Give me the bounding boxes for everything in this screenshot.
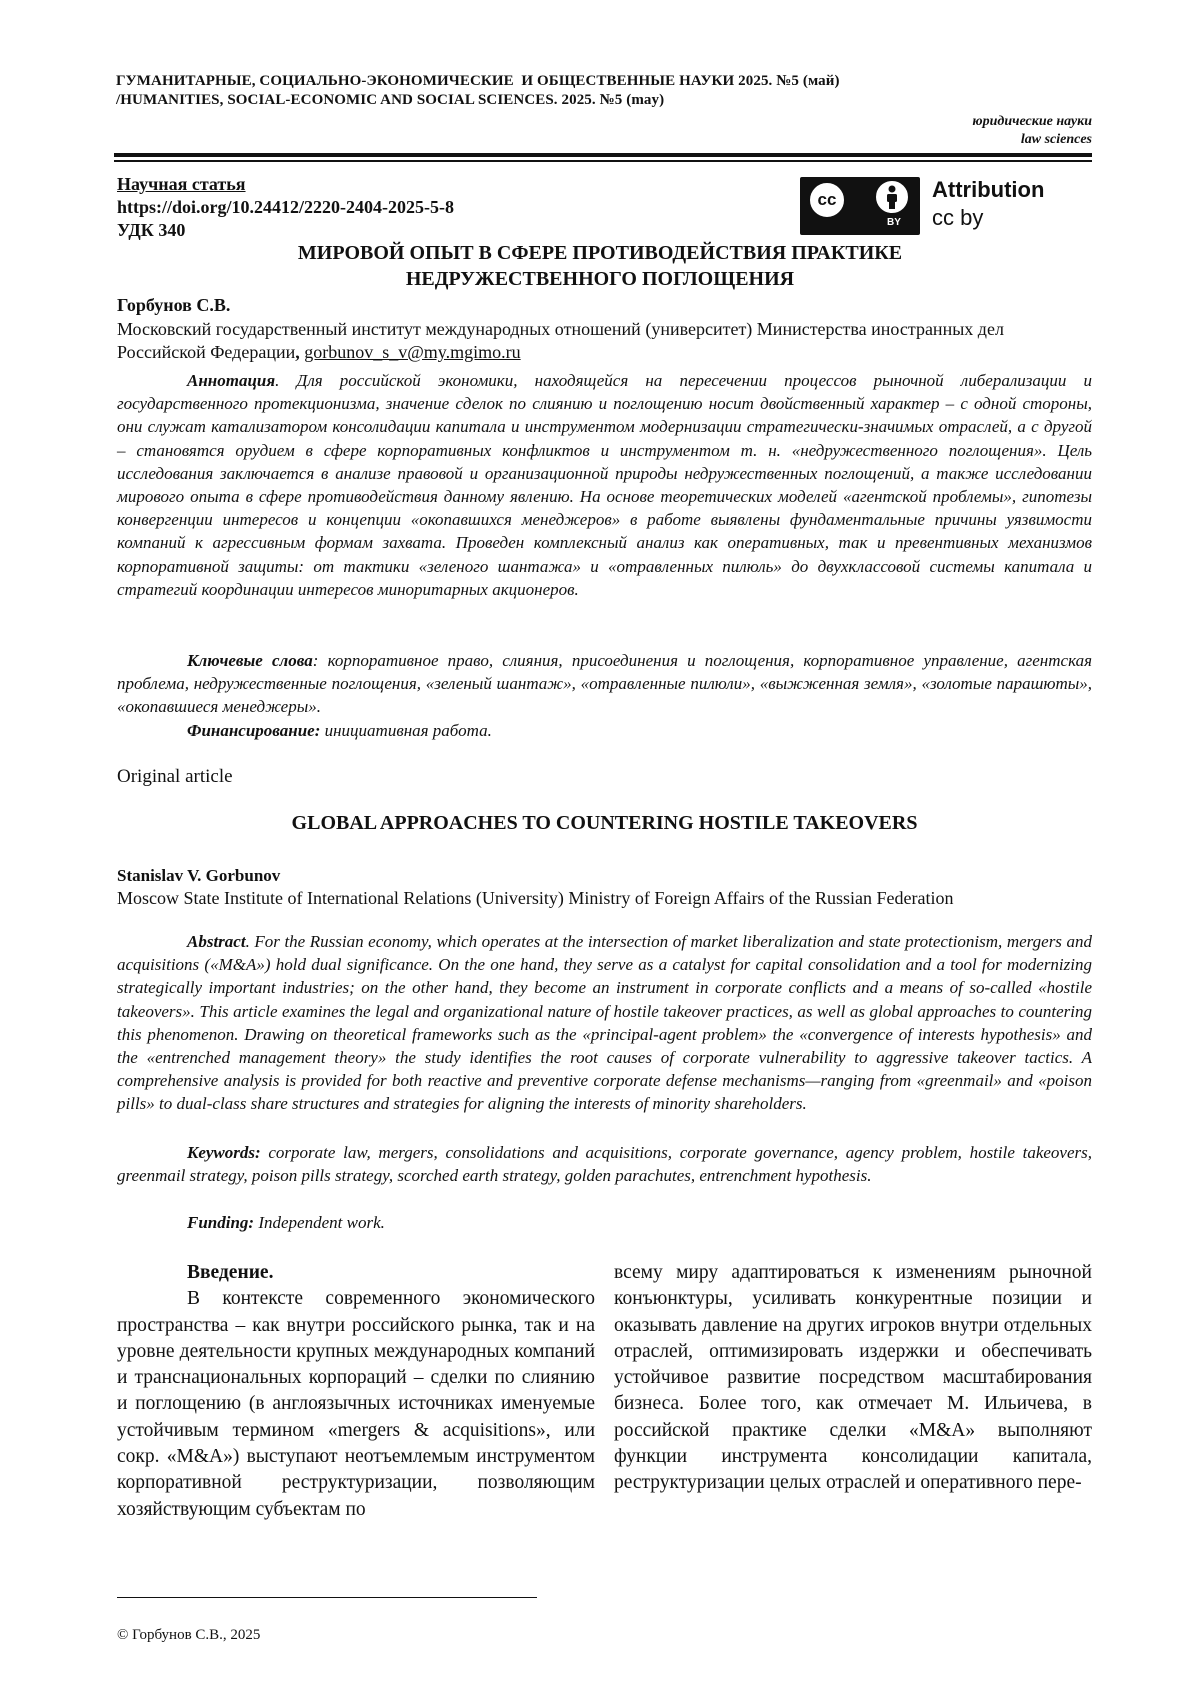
udk-code: УДК 340 [117, 220, 186, 240]
article-type-en: Original article [117, 766, 233, 787]
footnote-rule [117, 1597, 537, 1598]
keywords-en-text: corporate law, mergers, consolidations and acquisitions, corporate governance, agency problem, hostile takeovers, greenmail strategy, poison pills strategy, scorched earth strategy, golden parachutes, entrenchment hypothesis. [117, 1143, 1092, 1186]
header-rule-thin [114, 160, 1092, 162]
header-rule-thick [114, 153, 1092, 157]
by-label: BY [876, 216, 912, 230]
author-en: Stanislav V. Gorbunov [117, 866, 281, 885]
license-subtitle: cc by [932, 205, 984, 230]
keywords-ru-label: Ключевые слова [187, 651, 313, 670]
keywords-ru-text: : корпоративное право, слияния, присоединения и поглощения, корпоративное управление, агентская проблема, недружественные поглощения, «зеленый шантаж», «отравленные пилюли», «выжженная земля», «золотые парашюты», «окопавшиеся менеджеры». [117, 651, 1092, 717]
license-title: Attribution [932, 177, 1045, 202]
affiliation-ru [117, 318, 1092, 364]
intro-heading: Введение. [187, 1262, 274, 1283]
affiliation-separator: , [295, 342, 305, 362]
article-type-ru: Научная статья [117, 174, 246, 194]
cc-license-badge[interactable] [800, 177, 1092, 235]
keywords-ru [117, 649, 1092, 719]
journal-header [116, 72, 840, 110]
article-title-en: GLOBAL APPROACHES TO COUNTERING HOSTILE TAKEOVERS [291, 812, 918, 834]
affiliation-ru-text: Московский государственный институт международных отношений (университет) Министерства иностранных дел Российской Федерации [117, 319, 1004, 362]
title-ru-line2: НЕДРУЖЕСТВЕННОГО ПОГЛОЩЕНИЯ [405, 268, 795, 290]
journal-title-ru: ГУМАНИТАРНЫЕ, СОЦИАЛЬНО-ЭКОНОМИЧЕСКИЕ И ОБЩЕСТВЕННЫЕ НАУКИ 2025. №5 (май) [116, 73, 840, 89]
body-column-left [117, 1260, 595, 1523]
cc-logo-label: cc [817, 190, 837, 209]
keywords-en-label: Keywords: [187, 1143, 261, 1162]
section-label-ru: юридические науки [972, 114, 1092, 129]
author-email-link[interactable]: gorbunov_s_v@my.mgimo.ru [304, 342, 521, 362]
article-title-ru [130, 240, 1070, 292]
copyright: © Горбунов С.В., 2025 [117, 1627, 261, 1643]
doi-link[interactable]: https://doi.org/10.24412/2220-2404-2025-5-8 [117, 197, 454, 217]
affiliation-en: Moscow State Institute of International Relations (University) Ministry of Foreign Affairs of the Russian Federation [117, 888, 954, 908]
cc-logo-icon [808, 181, 846, 219]
abstract-en-label: Abstract [187, 932, 246, 951]
funding-en-text: Independent work. [254, 1213, 385, 1232]
cc-badge-box [800, 177, 920, 235]
abstract-ru [117, 369, 1092, 601]
keywords-en [117, 1141, 1092, 1187]
funding-ru [117, 719, 1092, 742]
person-icon [874, 179, 910, 215]
funding-ru-text: инициативная работа. [320, 721, 492, 740]
funding-ru-label: Финансирование: [187, 721, 321, 740]
title-ru-line1: МИРОВОЙ ОПЫТ В СФЕРЕ ПРОТИВОДЕЙСТВИЯ ПРАКТИКЕ [297, 242, 903, 264]
abstract-en-text: . For the Russian economy, which operates at the intersection of market liberalization and state protectionism, mergers and acquisitions («M&A») hold dual significance. On the one hand, they serve as a catalyst for capital consolidation and a tool for modernizing strategically important industries; on the other hand, they become an instrument in corporate conflicts and a means of so-called «hostile takeovers». This article examines the legal and organizational nature of hostile takeover practices, as well as global approaches to countering this phenomenon. Drawing on theoretical frameworks such as the «principal-agent problem» the «convergence of interests hypothesis» and the «entrenched management theory» the study identifies the root causes of corporate vulnerability to aggressive takeover tactics. A comprehensive analysis is provided for both reactive and preventive corporate defense mechanisms—ranging from «greenmail» and «poison pills» to dual-class share structures and strategies for aligning the interests of minority shareholders. [117, 932, 1092, 1114]
body-column-right [614, 1260, 1092, 1497]
section-label [972, 113, 1092, 149]
abstract-en [117, 930, 1092, 1116]
abstract-ru-label: Аннотация [187, 371, 276, 390]
body-text-left: В контексте современного экономического пространства – как внутри российского рынка, так и на уровне деятельности крупных международных компаний и транснациональных корпораций – сделки по слиянию и поглощению (в англоязычных источниках именуемые устойчивым термином «mergers & acquisitions», или сокр. «M&A») выступают неотъемлемым инструментом корпоративной реструктуризации, позволяющим хозяйствующим субъектам по [117, 1288, 595, 1520]
body-text-right: всему миру адаптироваться к изменениям рыночной конъюнктуры, усиливать конкурентные позиции и оказывать давление на других игроков внутри отдельных отраслей, оптимизировать издержки и обеспечивать устойчивое развитие посредством масштабирования бизнеса. Более того, как отмечает М. Ильичева, в российской практике сделки «M&A» выполняют функции инструмента консолидации капитала, реструктуризации целых отраслей и оперативного пере- [614, 1262, 1092, 1494]
author-ru: Горбунов С.В. [117, 295, 231, 315]
journal-title-en: /HUMANITIES, SOCIAL-ECONOMIC AND SOCIAL SCIENCES. 2025. №5 (may) [116, 92, 665, 108]
article-meta [117, 173, 454, 242]
section-label-en: law sciences [1020, 132, 1092, 147]
funding-en [117, 1211, 1092, 1234]
abstract-ru-text: . Для российской экономики, находящейся на пересечении процессов рыночной либерализации и государственного протекционизма, значение сделок по слиянию и поглощению носит двойственный характер – с одной стороны, они служат катализатором консолидации капитала и инструментом модернизации стратегически-значимых отраслей, а с другой – становятся орудием в сфере корпоративных конфликтов и инструментом т. н. «недружественного поглощения». Цель исследования заключается в анализе правовой и организационной природы недружественных поглощений, а также исследовании мирового опыта в сфере противодействия данному явлению. На основе теоретических моделей «агентской проблемы», гипотезы конвергенции интересов и концепции «окопавшихся менеджеров» в работе выявлены фундаментальные причины уязвимости компаний к агрессивным формам захвата. Проведен комплексный анализ как оперативных, так и превентивных механизмов корпоративной защиты: от тактики «зеленого шантажа» и «отравленных пилюль» до двухклассовой системы капитала и стратегий координации интересов миноритарных акционеров. [117, 371, 1092, 599]
funding-en-label: Funding: [187, 1213, 255, 1232]
